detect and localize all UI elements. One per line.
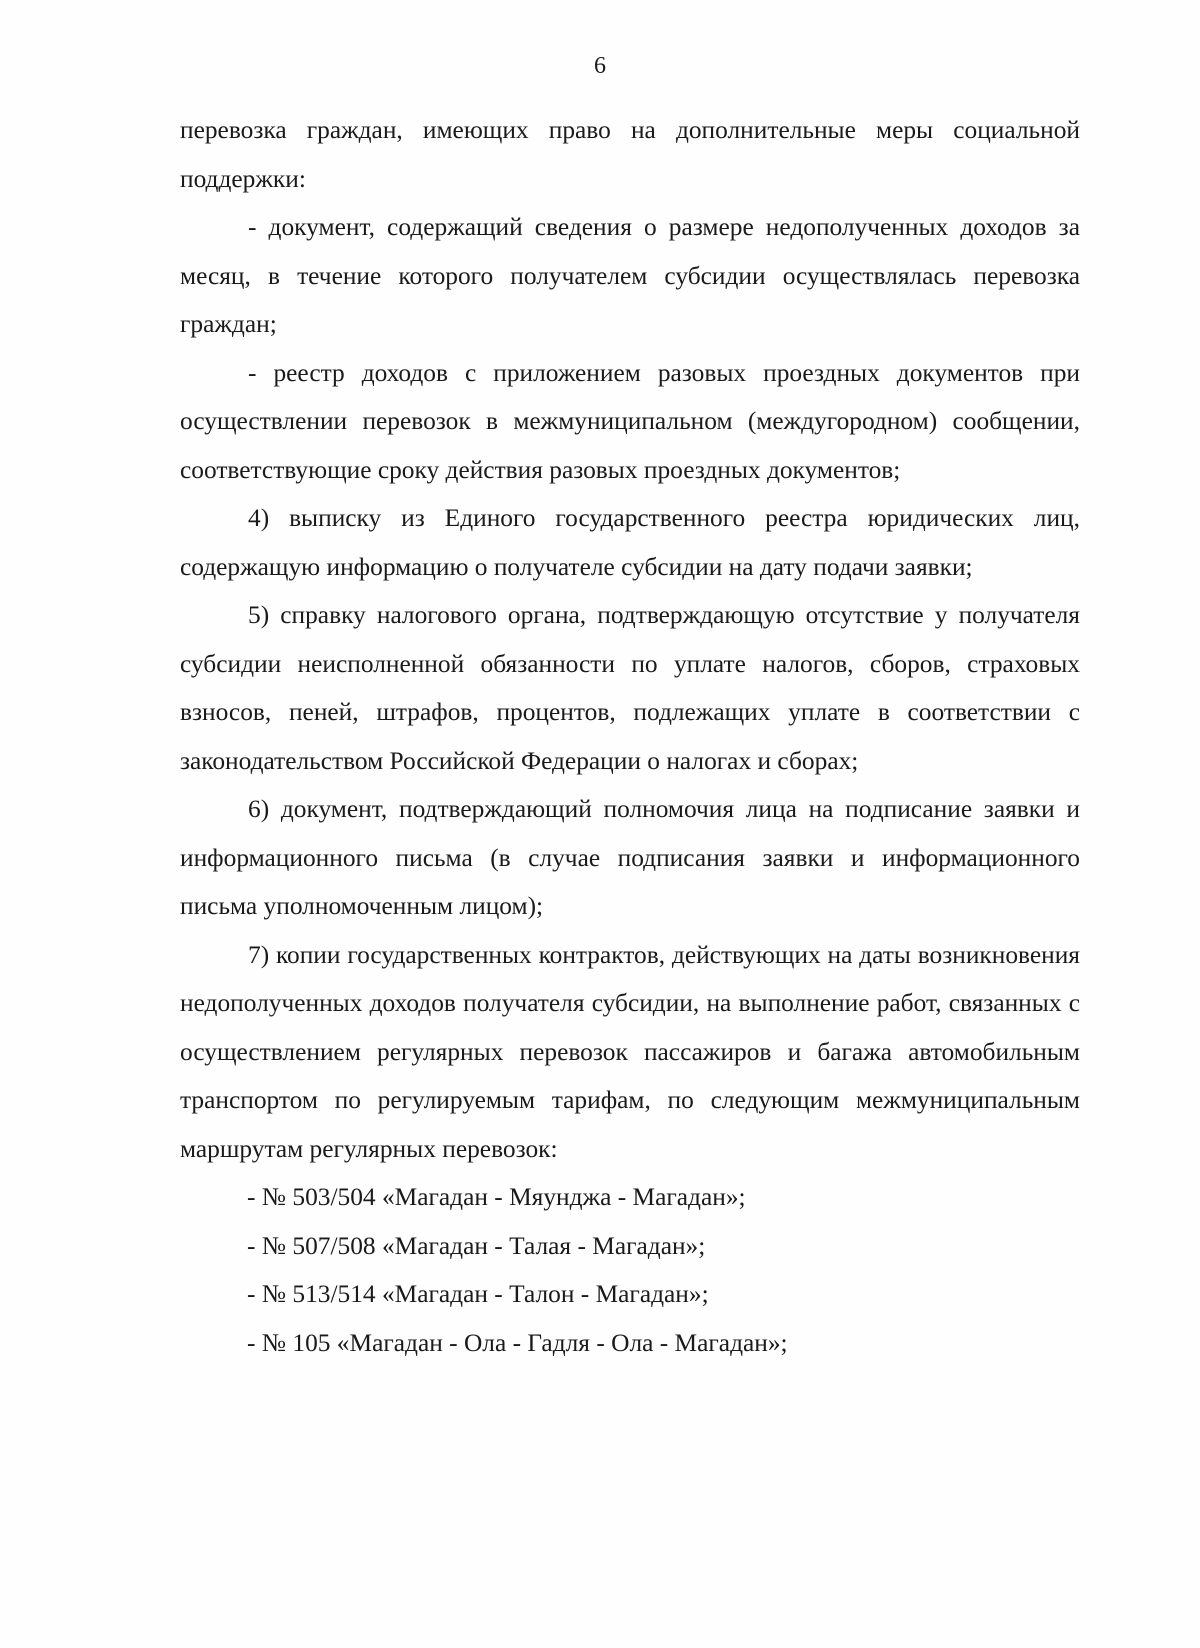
list-item: - № 507/508 «Магадан - Талая - Магадан»;: [247, 1231, 706, 1260]
list-item: - № 513/514 «Магадан - Талон - Магадан»;: [247, 1280, 709, 1308]
paragraph-item-5: 5) справку налогового органа, подтверждающую отсутствие у получателя субсидии неисполненной обязанности по уплате налогов, сборов, страховых взносов, пеней, штрафов, процентов, подлежащих уплате в соответствии с законодательством Российской Федерации о налогах и сборах;: [180, 601, 1080, 775]
document-body: [180, 106, 1080, 1367]
list-item: - № 503/504 «Магадан - Мяунджа - Магадан»;: [247, 1183, 746, 1211]
paragraph-item-6: 6) документ, подтверждающий полномочия лица на подписание заявки и информационного письма (в случае подписания заявки и информационного письма уполномоченным лицом);: [180, 795, 1080, 920]
paragraph-item-4: 4) выписку из Единого государственного реестра юридических лиц, содержащую информацию о получателе субсидии на дату подачи заявки;: [180, 504, 1080, 581]
list-item: - № 105 «Магадан - Ола - Гадля - Ола - Магадан»;: [247, 1328, 788, 1357]
paragraph-income-register: - реестр доходов с приложением разовых проездных документов при осуществлении перевозок в межмуниципальном (междугородном) сообщении, соответствующие сроку действия разовых проездных документов;: [180, 358, 1080, 484]
paragraph-item-7: 7) копии государственных контрактов, действующих на даты возникновения недополученных доходов получателя субсидии, на выполнение работ, связанных с осуществлением регулярных перевозок пассажиров и багажа автомобильным транспортом по регулируемым тарифам, по следующим межмуниципальным маршрутам регулярных перевозок:: [180, 940, 1080, 1163]
paragraph-lost-income-document: - документ, содержащий сведения о размере недополученных доходов за месяц, в течение которого получателем субсидии осуществлялась перевозка граждан;: [180, 213, 1080, 338]
paragraph-continuation: перевозка граждан, имеющих право на дополнительные меры социальной поддержки:: [180, 116, 1080, 193]
page-number: 6: [594, 53, 606, 79]
route-list: [180, 1173, 1080, 1367]
